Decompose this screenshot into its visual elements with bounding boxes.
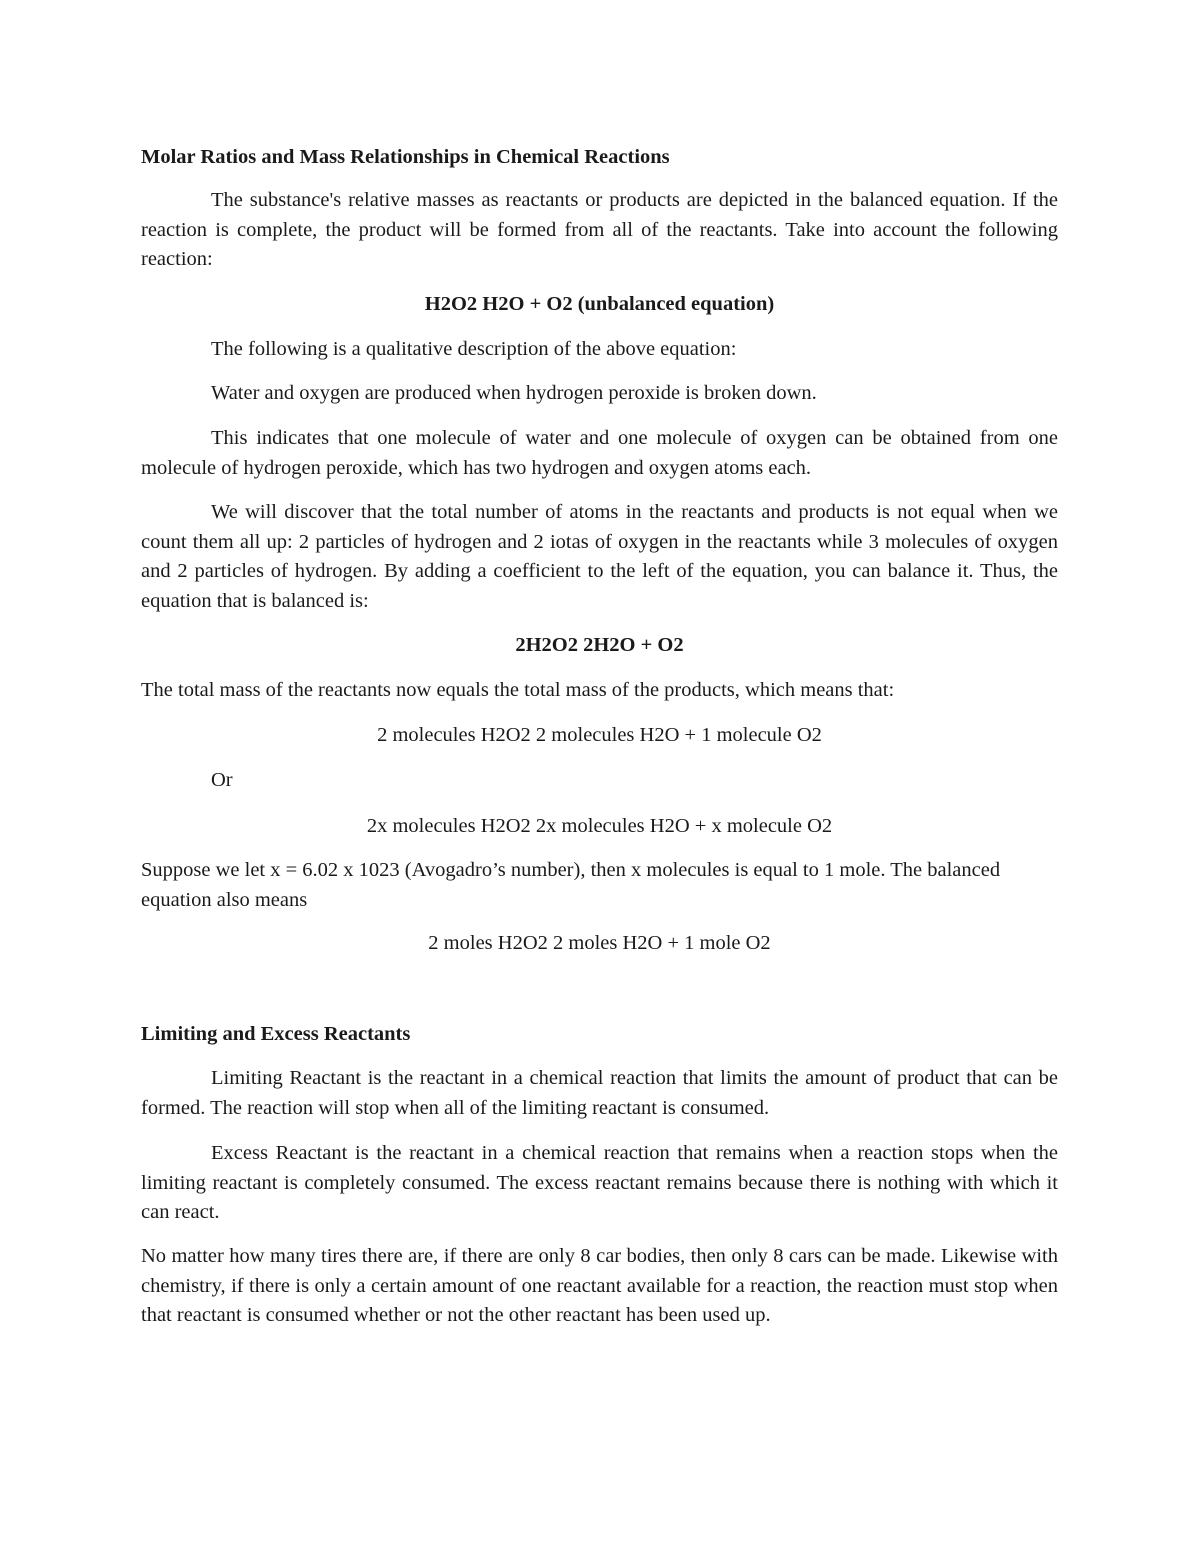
paragraph-relative-masses: The substance's relative masses as reactants or products are depicted in the balanced equation. If the reaction is complete, the product will be formed from all of the reactants. Take into account the following reaction: xyxy=(141,189,1058,270)
equation-moles: 2 moles H2O2 2 moles H2O + 1 mole O2 xyxy=(428,932,771,954)
paragraph-excess-reactant: Excess Reactant is the reactant in a chemical reaction that remains when a reaction stops when the limiting reactant is completely consumed. The excess reactant remains because there is nothing with which it can react. xyxy=(141,1142,1058,1223)
equation-x-molecules: 2x molecules H2O2 2x molecules H2O + x molecule O2 xyxy=(366,815,833,837)
paragraph-molecule-indication: This indicates that one molecule of water and one molecule of oxygen can be obtained from one molecule of hydrogen peroxide, which has two hydrogen and oxygen atoms each. xyxy=(141,427,1058,479)
paragraph-avogadro: Suppose we let x = 6.02 x 1023 (Avogadro’s number), then x molecules is equal to 1 mole. The balanced equation also means xyxy=(141,859,1001,911)
equation-molecules: 2 molecules H2O2 2 molecules H2O + 1 molecule O2 xyxy=(377,724,822,746)
paragraph-total-mass: The total mass of the reactants now equals the total mass of the products, which means that: xyxy=(141,679,895,701)
or-text: Or xyxy=(211,769,233,791)
paragraph-water-oxygen: Water and oxygen are produced when hydrogen peroxide is broken down. xyxy=(211,382,817,404)
paragraph-qualitative-description: The following is a qualitative description of the above equation: xyxy=(211,338,737,360)
paragraph-atom-count: We will discover that the total number of atoms in the reactants and products is not equal when we count them all up: 2 particles of hydrogen and 2 iotas of oxygen in the reactants while 3 molecules of oxygen and 2 particles of hydrogen. By adding a coefficient to the left of the equation, you can balance it. Thus, the equation that is balanced is: xyxy=(141,501,1058,612)
paragraph-car-analogy: No matter how many tires there are, if there are only 8 car bodies, then only 8 cars can be made. Likewise with chemistry, if there is only a certain amount of one reactant available for a reaction, the reaction must stop when that reactant is consumed whether or not the other reactant has been used up. xyxy=(141,1245,1058,1326)
section-heading-limiting-excess: Limiting and Excess Reactants xyxy=(141,1023,411,1045)
section-heading-molar-ratios: Molar Ratios and Mass Relationships in Chemical Reactions xyxy=(141,146,670,168)
paragraph-limiting-reactant: Limiting Reactant is the reactant in a chemical reaction that limits the amount of product that can be formed. The reaction will stop when all of the limiting reactant is consumed. xyxy=(141,1067,1058,1119)
equation-unbalanced: H2O2 H2O + O2 (unbalanced equation) xyxy=(424,293,775,315)
equation-balanced: 2H2O2 2H2O + O2 xyxy=(515,634,684,656)
